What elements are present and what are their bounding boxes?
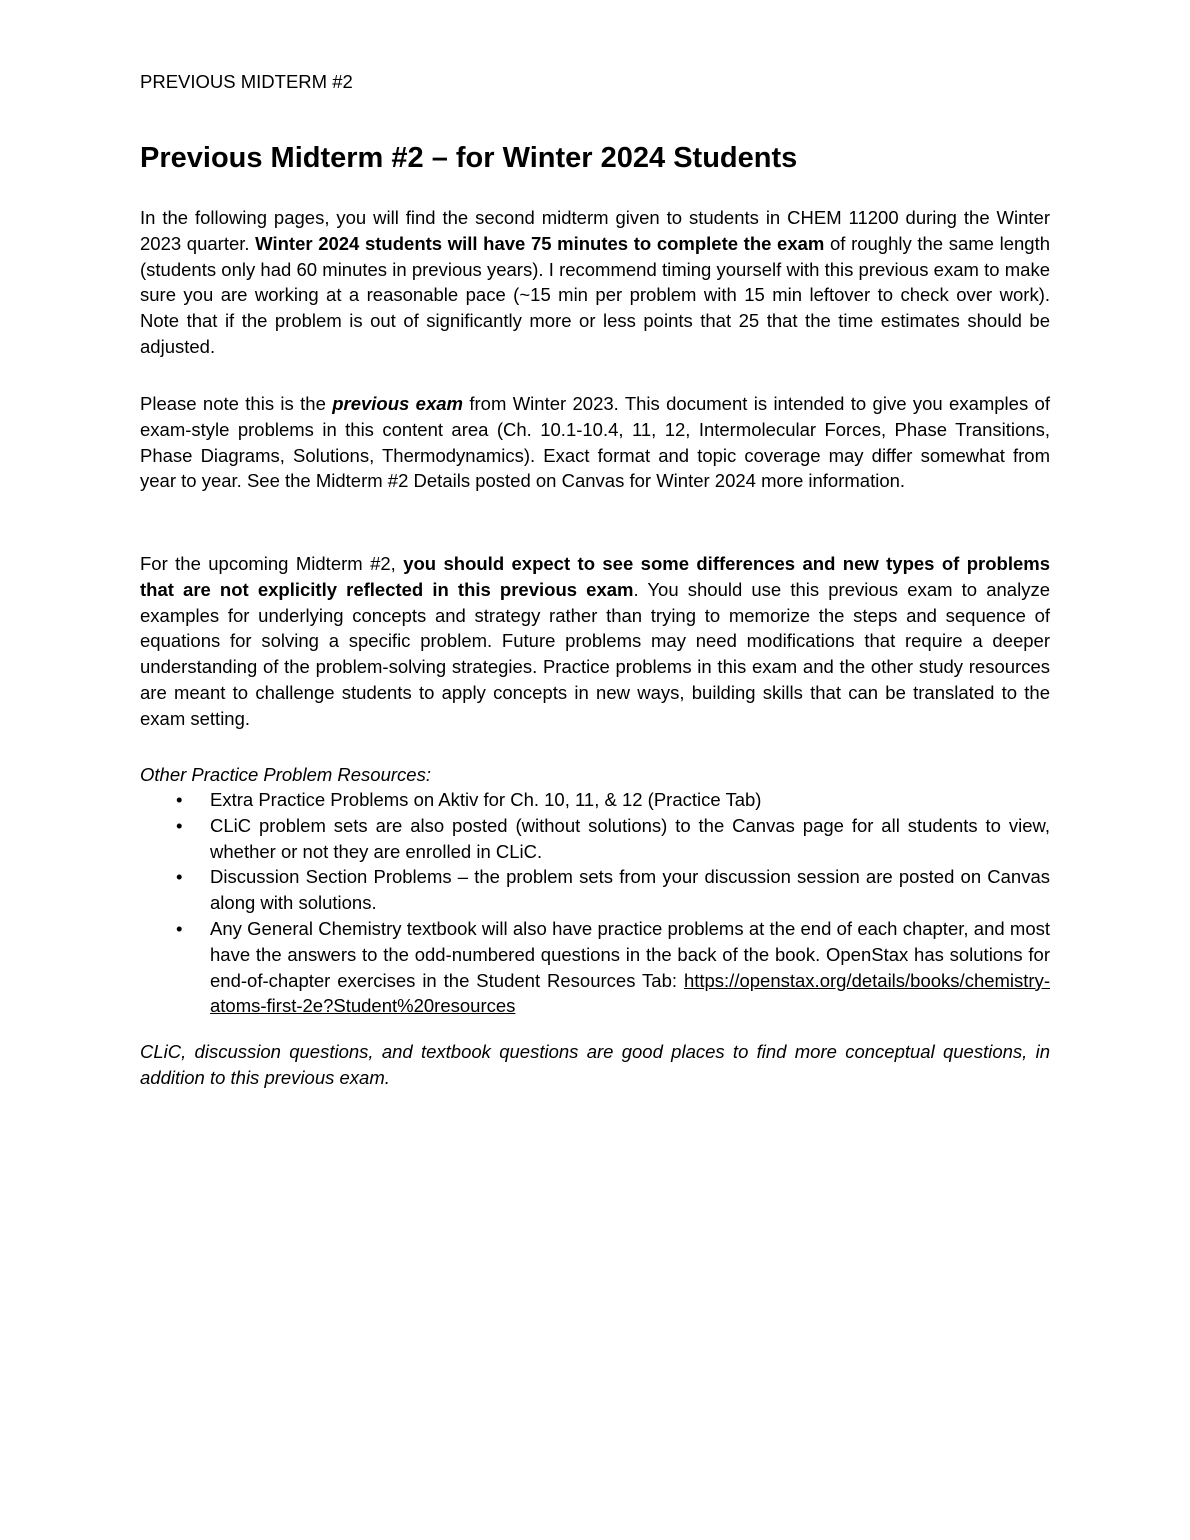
intro-paragraph [140,205,1050,360]
list-item-text: CLiC problem sets are also posted (without solutions) to the Canvas page for all students to view, whether or not they are enrolled in CLiC. [210,814,1050,862]
previous-exam-paragraph [140,391,1050,494]
list-item [140,916,1050,1019]
bullet-icon: • [176,814,183,836]
intro-text-b: of roughly the same length (students only had 60 minutes in previous years). I recommend timing yourself with this previous exam to make sure you are working at a reasonable pace (~15 min per problem with 15 min leftover to check over work). Note that if the problem is out of significantly more or less points that 25 that the time estimates should be adjusted. [140,232,1051,357]
list-item-text: Discussion Section Problems – the problem sets from your discussion session are posted on Canvas along with solutions. [210,866,1050,914]
list-item [140,787,1050,813]
expectations-emphasis: you should expect to see some differences and new types of problems that are not explicitly reflected in this previous exam [140,553,1050,600]
bullet-icon: • [176,917,183,939]
previous-exam-text-b: from Winter 2023. This document is intended to give you examples of exam-style problems in this content area (Ch. 10.1-10.4, 11, 12, Intermolecular Forces, Phase Transitions, Phase Diagrams, Solutions, Thermodynamics). Exact format and topic coverage may differ somewhat from year to year. See the Midterm #2 Details posted on Canvas for Winter 2024 more information. [140,393,1050,492]
expectations-paragraph [140,551,1050,732]
page-title: Previous Midterm #2 – for Winter 2024 Students [140,142,798,174]
previous-exam-text-a: Please note this is the [140,393,333,414]
intro-text-a: In the following pages, you will find the second midterm given to students in CHEM 11200 during the Winter 2023 quarter. [140,207,1050,254]
resources-list [140,787,1050,1019]
bullet-icon: • [176,789,183,810]
list-item [140,864,1050,916]
bullet-icon: • [176,866,183,888]
resources-heading: Other Practice Problem Resources: [140,764,431,785]
intro-emphasis: Winter 2024 students will have 75 minutes to complete the exam [255,232,825,254]
list-item-text: Extra Practice Problems on Aktiv for Ch. 10, 11, & 12 (Practice Tab) [210,789,762,810]
openstax-link[interactable]: https://openstax.org/details/books/chemistry-atoms-first-2e?Student%20resources [210,969,1050,1017]
expectations-text-a: For the upcoming Midterm #2, [140,553,404,574]
previous-exam-emphasis: previous exam [332,393,463,414]
expectations-text-b: . You should use this previous exam to analyze examples for underlying concepts and strategy rather than trying to memorize the steps and sequence of equations for solving a specific problem. Future problems may need modifications that require a deeper understanding of the problem-solving strategies. Practice problems in this exam and the other study resources are meant to challenge students to apply concepts in new ways, building skills that can be translated to the exam setting. [140,578,1050,729]
list-item-text: Any General Chemistry textbook will also have practice problems at the end of each chapter, and most have the answers to the odd-numbered questions in the back of the book. OpenStax has solutions for end-of-chapter exercises in the Student Resources Tab: [210,917,1050,991]
list-item [140,813,1050,865]
running-header: PREVIOUS MIDTERM #2 [140,71,353,92]
closing-note: CLiC, discussion questions, and textbook questions are good places to find more conceptual questions, in addition to this previous exam. [140,1041,1050,1088]
